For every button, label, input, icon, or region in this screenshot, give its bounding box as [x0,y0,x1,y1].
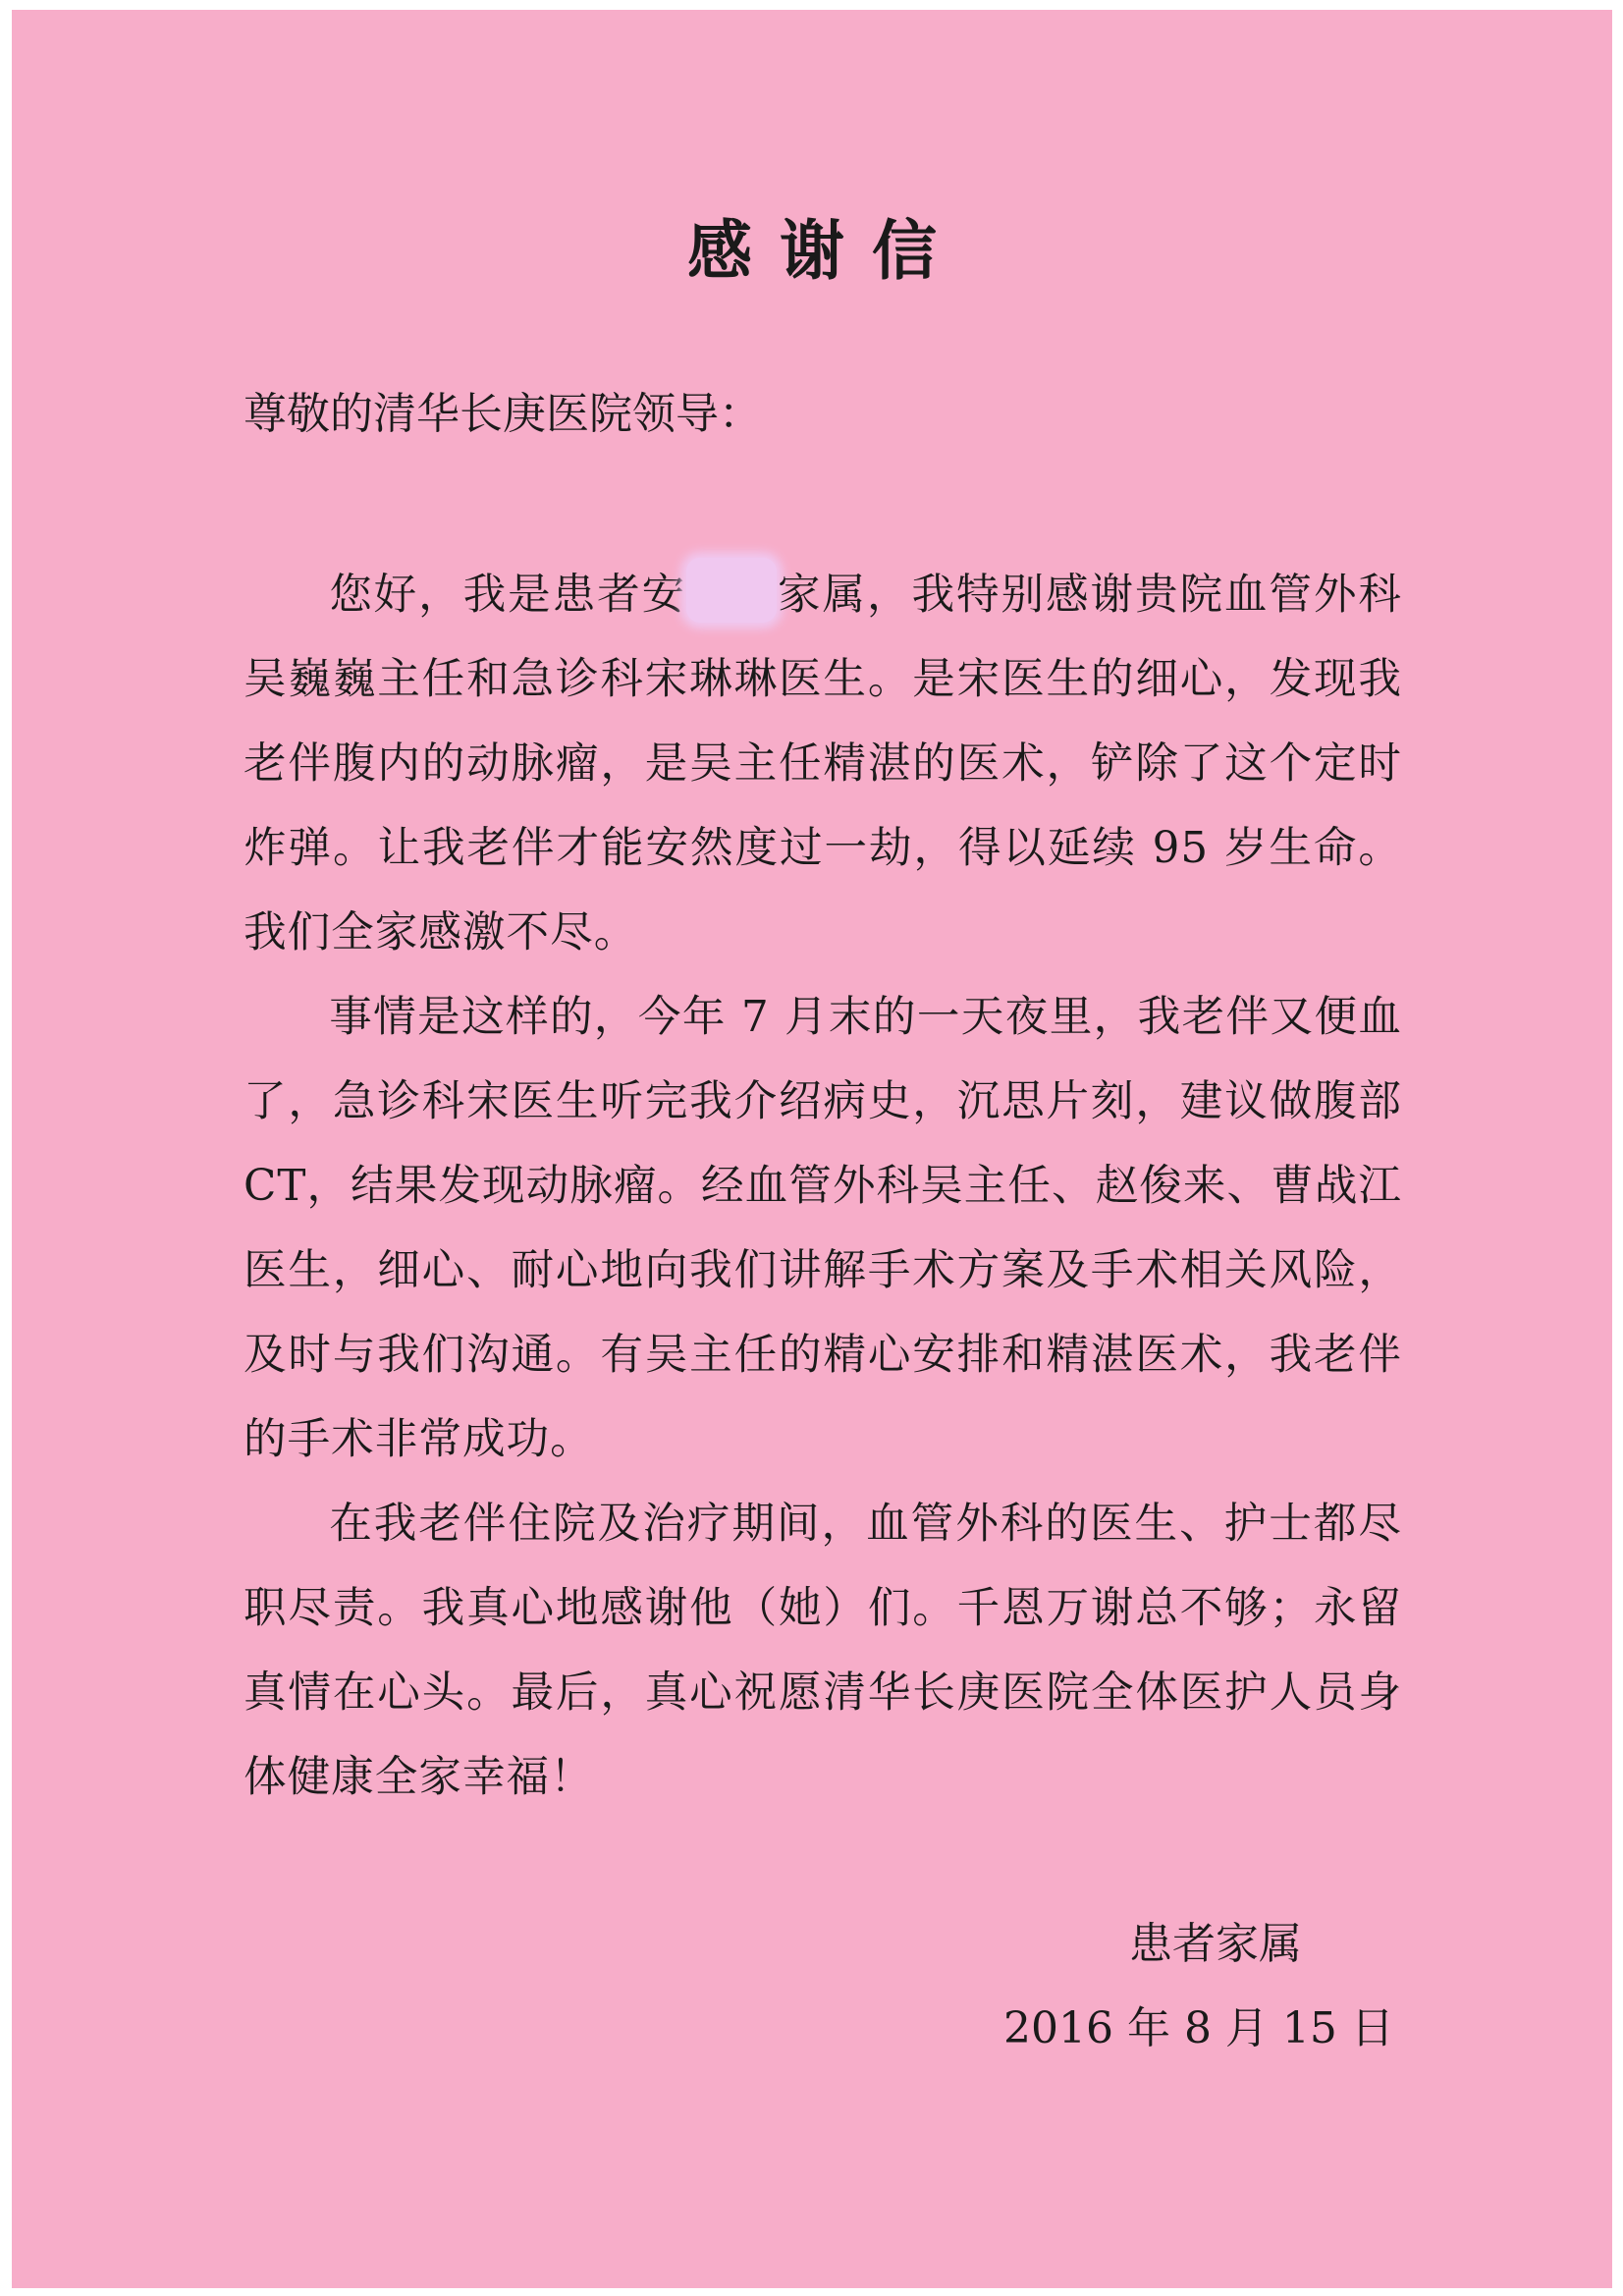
paragraph-2: 事情是这样的，今年 7 月末的一天夜里，我老伴又便血了，急诊科宋医生听完我介绍病史，沉思片刻，建议做腹部 CT，结果发现动脉瘤。经血管外科吴主任、赵俊来、曹战江医生，细心、耐心地向我们讲解手术方案及手术相关风险，及时与我们沟通。有吴主任的精心安排和精湛医术，我老伴的手术非常成功。 [243,993,1402,1464]
letter-title: 感谢信 [687,212,964,289]
letter-paper [12,10,1612,2288]
redacted-name-mark [686,558,777,623]
paragraph-1-start: 您好，我是患者安 [329,571,687,620]
letter-date: 2016 年 8 月 15 日 [1003,2003,1394,2053]
paragraph-1-rest: 家属，我特别感谢贵院血管外科吴巍巍主任和急诊科宋琳琳医生。是宋医生的细心，发现我老伴腹内的动脉瘤，是吴主任精湛的医术，铲除了这个定时炸弹。让我老伴才能安然度过一劫，得以延续 95 岁生命。我们全家感激不尽。 [243,571,1403,957]
signer: 患者家属 [1129,1919,1302,1969]
letter-body [243,553,1402,1820]
paragraph-3: 在我老伴住院及治疗期间，血管外科的医生、护士都尽职尽责。我真心地感谢他（她）们。千恩万谢总不够；永留真情在心头。最后，真心祝愿清华长庚医院全体医护人员身体健康全家幸福！ [243,1500,1402,1802]
salutation: 尊敬的清华长庚医院领导： [243,389,762,439]
paragraph-1 [243,553,1402,975]
